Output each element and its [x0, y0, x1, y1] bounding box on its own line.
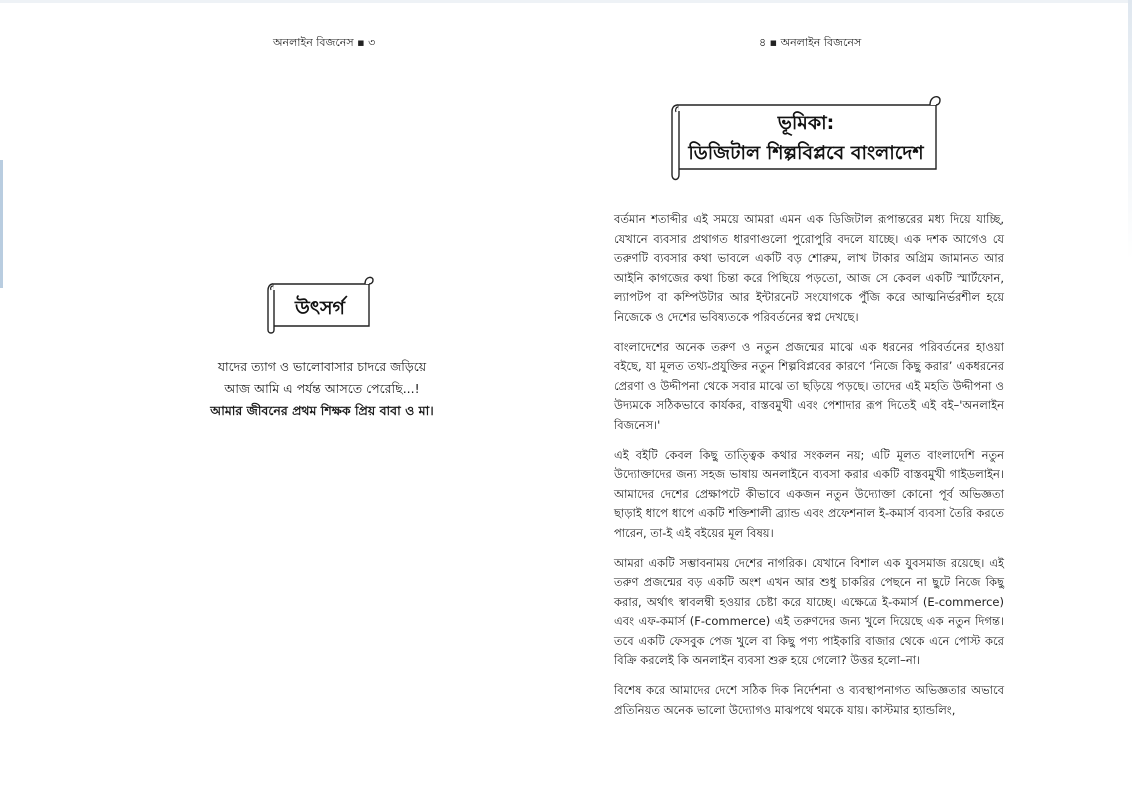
paragraph: বর্তমান শতাব্দীর এই সময়ে আমরা এমন এক ডিজিটাল রূপান্তরের মধ্য দিয়ে যাচ্ছি, যেখানে ব্যবসার প্রথাগত ধারণাগুলো পুরোপুরি বদলে যাচ্ছে। এক দশক আগেও যে তরুণটি ব্যবসার কথা ভাবলে একটি বড় শোরুম, লাখ টাকার অগ্রিম জামানত আর আইনি কাগজের কথা চিন্তা করে পিছিয়ে পড়তো, আজ সে কেবল একটি স্মার্টফোন, ল্যাপটপ বা কম্পিউটার আর ইন্টারনেট সংযোগকে পুঁজি করে আত্মনির্ভরশীল হয়ে নিজেকে ও দেশের ভবিষ্যতকে পরিবর্তনের স্বপ্ন দেখছে।: [614, 212, 1004, 324]
dedication-line: আজ আমি এ পর্যন্ত আসতে পেরেছি...!: [224, 381, 420, 396]
dedication-text: [190, 356, 454, 422]
introduction-subtitle: ডিজিটাল শিল্পবিপ্লবে বাংলাদেশ: [688, 142, 924, 164]
right-running-head: ৪ ▪ অনলাইন বিজনেস: [759, 36, 862, 49]
paragraph: বিশেষ করে আমাদের দেশে সঠিক দিক নির্দেশনা ও ব্যবস্থাপনাগত অভিজ্ঞতার অভাবে প্রতিনিয়ত অনেক ভালো উদ্যোগও মাঝপথে থমকে যায়। কাস্টমার হ্যান্ডলিং,: [614, 683, 1004, 717]
introduction-scroll-banner: [668, 93, 944, 181]
paragraph: আমরা একটি সম্ভাবনাময় দেশের নাগরিক। যেখানে বিশাল এক যুবসমাজ রয়েছে। এই তরুণ প্রজন্মের বড় একটি অংশ এখন আর শুধু চাকরির পেছনে না ছুটে নিজে কিছু করার, অর্থাৎ স্বাবলম্বী হওয়ার চেষ্টা করে যাচ্ছে। এক্ষেত্রে ই-কমার্স (E-commerce) এবং এফ-কমার্স (F-commerce) এই তরুণদের জন্য খুলে দিয়েছে এক নতুন দিগন্ত। তবে একটি ফেসবুক পেজ খুলে বা কিছু পণ্য পাইকারি বাজার থেকে এনে পোস্ট করে বিক্রি করলেই কি অনলাইন ব্যবসা শুরু হয়ে গেলো? উত্তর হলো–না।: [614, 555, 1004, 668]
right-page: [566, 0, 1132, 802]
left-running-head: অনলাইন বিজনেস ▪ ৩: [273, 36, 376, 49]
dedication-title: উৎসর্গ: [295, 297, 345, 319]
dedication-line: আমার জীবনের প্রথম শিক্ষক প্রিয় বাবা ও মা।: [210, 403, 434, 418]
dedication-line: যাদের ত্যাগ ও ভালোবাসার চাদরে জড়িয়ে: [217, 359, 427, 374]
paragraph: বাংলাদেশের অনেক তরুণ ও নতুন প্রজন্মের মাঝে এক ধরনের পরিবর্তনের হাওয়া বইছে, যা মূলত তথ্য-প্রযুক্তির নতুন শিল্পবিপ্লবের কারণে ‘নিজে কিছু করার’ একধরনের প্রেরণা ও উদ্দীপনা থেকে সবার মাঝে তা ছড়িয়ে পড়ছে। তাদের এই মহতি উদ্দীপনা ও উদ্যমকে সঠিকভাবে কার্যকর, বাস্তবমুখী এবং পেশাদার রূপ দিতেই এই বই–'অনলাইন বিজনেস।': [614, 339, 1004, 432]
dedication-scroll-banner: [265, 276, 375, 334]
introduction-body: [614, 210, 1004, 730]
paragraph: এই বইটি কেবল কিছু তাত্ত্বিক কথার সংকলন নয়; এটি মূলত বাংলাদেশি নতুন উদ্যোক্তাদের জন্য সহজ ভাষায় অনলাইনে ব্যবসা করার একটি বাস্তবমুখী গাইডলাইন। আমাদের দেশের প্রেক্ষাপটে কীভাবে একজন নতুন উদ্যোক্তা কোনো পূর্ব অভিজ্ঞতা ছাড়াই ধাপে ধাপে একটি শক্তিশালী ব্র্যান্ড এবং প্রফেশনাল ই-কমার্স ব্যবসা তৈরি করতে পারেন, তা-ই এই বইয়ের মূল বিষয়।: [614, 447, 1004, 540]
introduction-title: ভূমিকা:: [777, 112, 835, 134]
